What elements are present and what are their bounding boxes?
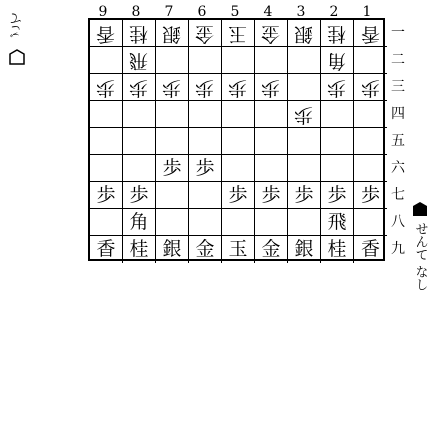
- sente-piece[interactable]: 歩: [96, 183, 116, 206]
- board-square[interactable]: [123, 236, 156, 263]
- board-square[interactable]: [354, 236, 387, 263]
- row-label: 八: [391, 214, 405, 230]
- sente-piece[interactable]: 銀: [294, 238, 314, 260]
- board-square[interactable]: [354, 128, 387, 155]
- board-square[interactable]: [156, 47, 189, 74]
- board-square[interactable]: [123, 20, 156, 47]
- sente-piece[interactable]: 玉: [228, 238, 248, 260]
- shogi-board[interactable]: [88, 18, 385, 261]
- board-square[interactable]: [255, 74, 288, 101]
- gote-piece[interactable]: 歩: [96, 76, 116, 99]
- board-square[interactable]: [189, 155, 222, 182]
- board-square[interactable]: [354, 209, 387, 236]
- sente-label: せんて: [412, 222, 428, 261]
- column-label: 5: [230, 4, 240, 20]
- board-square[interactable]: [189, 236, 222, 263]
- row-label: 一: [391, 25, 405, 41]
- board-square[interactable]: [123, 47, 156, 74]
- board-square[interactable]: [90, 155, 123, 182]
- board-square[interactable]: [321, 74, 354, 101]
- board-square[interactable]: [354, 101, 387, 128]
- board-square[interactable]: [255, 47, 288, 74]
- gote-piece[interactable]: 飛: [129, 49, 149, 72]
- row-label: 五: [391, 133, 405, 149]
- board-square[interactable]: [189, 128, 222, 155]
- sente-piece[interactable]: 歩: [261, 183, 281, 206]
- gote-side-panel: [6, 12, 28, 66]
- board-square[interactable]: [123, 182, 156, 209]
- gote-piece[interactable]: 歩: [129, 76, 149, 99]
- gote-piece[interactable]: 金: [261, 22, 281, 45]
- gote-piece[interactable]: 角: [327, 49, 347, 72]
- board-square[interactable]: [189, 101, 222, 128]
- board-square[interactable]: [321, 20, 354, 47]
- sente-piece[interactable]: 金: [195, 238, 215, 260]
- board-square[interactable]: [288, 128, 321, 155]
- board-square[interactable]: [222, 209, 255, 236]
- board-square[interactable]: [156, 155, 189, 182]
- row-label: 三: [391, 79, 405, 95]
- sente-piece[interactable]: 香: [96, 238, 116, 260]
- board-square[interactable]: [90, 74, 123, 101]
- board-square[interactable]: [123, 101, 156, 128]
- board-square[interactable]: [90, 182, 123, 209]
- board-square[interactable]: [255, 236, 288, 263]
- board-square[interactable]: [288, 182, 321, 209]
- board-square[interactable]: [288, 236, 321, 263]
- gote-piece[interactable]: 歩: [162, 76, 182, 99]
- sente-piece[interactable]: 歩: [360, 183, 380, 206]
- board-square[interactable]: [156, 182, 189, 209]
- row-label: 九: [391, 241, 405, 257]
- board-square[interactable]: [222, 155, 255, 182]
- board-square[interactable]: [123, 128, 156, 155]
- board-square[interactable]: [354, 155, 387, 182]
- row-label: 四: [391, 106, 405, 122]
- sente-piece[interactable]: 歩: [327, 183, 347, 206]
- sente-piece[interactable]: 飛: [327, 210, 347, 233]
- board-square[interactable]: [288, 155, 321, 182]
- board-square[interactable]: [354, 182, 387, 209]
- board-square[interactable]: [288, 20, 321, 47]
- board-square[interactable]: [189, 47, 222, 74]
- row-label: 二: [391, 52, 405, 68]
- sente-piece[interactable]: 角: [129, 210, 149, 233]
- board-square[interactable]: [222, 20, 255, 47]
- gote-piece[interactable]: 香: [96, 22, 116, 45]
- gote-piece[interactable]: 歩: [360, 76, 380, 99]
- board-square[interactable]: [255, 20, 288, 47]
- board-square[interactable]: [255, 101, 288, 128]
- gote-piece[interactable]: 桂: [327, 22, 347, 45]
- gote-piece[interactable]: 歩: [261, 76, 281, 99]
- sente-piece[interactable]: 香: [360, 238, 380, 260]
- sente-hand: なし: [412, 265, 428, 291]
- sente-piece[interactable]: 金: [261, 238, 281, 260]
- board-square[interactable]: [156, 74, 189, 101]
- board-square[interactable]: [288, 47, 321, 74]
- gote-piece[interactable]: 銀: [162, 22, 182, 45]
- board-square[interactable]: [222, 74, 255, 101]
- board-square[interactable]: [354, 47, 387, 74]
- column-label: 7: [164, 4, 174, 20]
- board-square[interactable]: [288, 209, 321, 236]
- column-label: 3: [296, 4, 306, 20]
- row-label: 七: [391, 187, 405, 203]
- column-label: 4: [263, 4, 273, 20]
- column-label: 8: [131, 4, 141, 20]
- gote-piece[interactable]: 歩: [294, 103, 314, 126]
- gote-piece[interactable]: 玉: [228, 22, 248, 45]
- board-square[interactable]: [255, 182, 288, 209]
- board-square[interactable]: [189, 209, 222, 236]
- column-label: 1: [362, 4, 372, 20]
- gote-piece[interactable]: 香: [360, 22, 380, 45]
- board-square[interactable]: [156, 128, 189, 155]
- board-square[interactable]: [90, 128, 123, 155]
- board-square[interactable]: [156, 20, 189, 47]
- board-square[interactable]: [354, 20, 387, 47]
- board-square[interactable]: [90, 47, 123, 74]
- board-square[interactable]: [90, 209, 123, 236]
- column-label: 9: [98, 4, 108, 20]
- board-square[interactable]: [354, 74, 387, 101]
- board-square[interactable]: [123, 209, 156, 236]
- gote-piece[interactable]: 銀: [294, 22, 314, 45]
- board-square[interactable]: [156, 236, 189, 263]
- board-square[interactable]: [321, 155, 354, 182]
- sente-piece[interactable]: 歩: [294, 183, 314, 206]
- sente-piece-mark-icon: [411, 200, 429, 218]
- sente-piece[interactable]: 銀: [162, 238, 182, 260]
- board-square[interactable]: [255, 128, 288, 155]
- board-square[interactable]: [222, 182, 255, 209]
- gote-piece[interactable]: 歩: [327, 76, 347, 99]
- board-square[interactable]: [321, 209, 354, 236]
- board-square[interactable]: [90, 236, 123, 263]
- sente-piece[interactable]: 歩: [228, 183, 248, 206]
- board-square[interactable]: [156, 101, 189, 128]
- board-square[interactable]: [288, 74, 321, 101]
- gote-piece[interactable]: 金: [195, 22, 215, 45]
- board-square[interactable]: [321, 128, 354, 155]
- board-square[interactable]: [189, 74, 222, 101]
- sente-piece[interactable]: 桂: [327, 238, 347, 260]
- sente-piece[interactable]: 歩: [162, 156, 182, 179]
- board-square[interactable]: [321, 47, 354, 74]
- sente-piece[interactable]: 桂: [129, 238, 149, 260]
- gote-piece[interactable]: 歩: [228, 76, 248, 99]
- gote-piece-mark-icon: [8, 48, 26, 66]
- board-square[interactable]: [255, 155, 288, 182]
- board-square[interactable]: [156, 209, 189, 236]
- board-square[interactable]: [90, 101, 123, 128]
- board-square[interactable]: [255, 209, 288, 236]
- row-label: 六: [391, 160, 405, 176]
- sente-piece[interactable]: 歩: [129, 183, 149, 206]
- board-square[interactable]: [222, 47, 255, 74]
- gote-label: ごて: [9, 12, 25, 38]
- board-square[interactable]: [222, 128, 255, 155]
- column-label: 2: [329, 4, 339, 20]
- board-square[interactable]: [123, 155, 156, 182]
- gote-piece[interactable]: 桂: [129, 22, 149, 45]
- board-square[interactable]: [222, 236, 255, 263]
- board-square[interactable]: [321, 101, 354, 128]
- column-label: 6: [197, 4, 207, 20]
- board-square[interactable]: [189, 20, 222, 47]
- sente-piece[interactable]: 歩: [195, 156, 215, 179]
- board-square[interactable]: [288, 101, 321, 128]
- board-square[interactable]: [189, 182, 222, 209]
- board-square[interactable]: [222, 101, 255, 128]
- board-square[interactable]: [321, 236, 354, 263]
- gote-piece[interactable]: 歩: [195, 76, 215, 99]
- board-square[interactable]: [321, 182, 354, 209]
- board-square[interactable]: [90, 20, 123, 47]
- board-square[interactable]: [123, 74, 156, 101]
- sente-side-panel: [408, 200, 432, 291]
